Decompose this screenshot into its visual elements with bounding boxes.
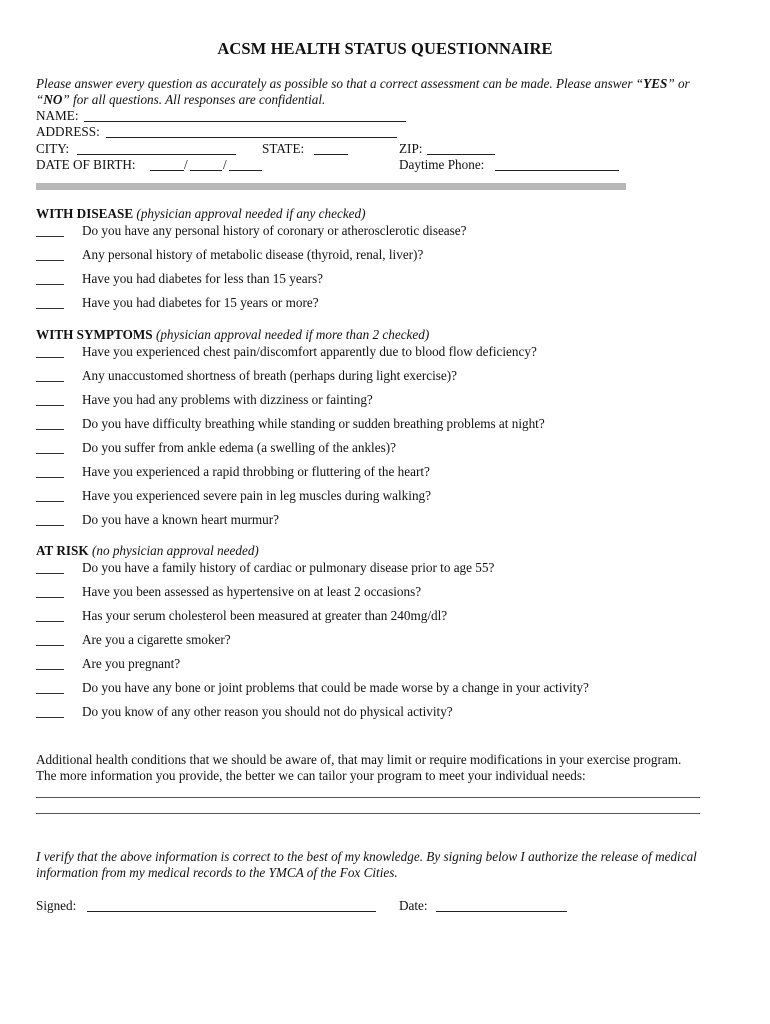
additional-info-line-1[interactable] [36, 797, 700, 798]
verify-text-1: I verify that the above information is correct to the best of my knowledge. By signing below I authorize the release of medical [36, 849, 697, 864]
question-text: Do you have difficulty breathing while standing or sudden breathing problems at night? [82, 416, 545, 431]
question-text: Are you pregnant? [82, 656, 181, 671]
question-text: Are you a cigarette smoker? [82, 632, 231, 647]
question-text: Do you know of any other reason you should not do physical activity? [82, 704, 453, 719]
answer-blank[interactable] [36, 693, 64, 694]
phone-field[interactable] [495, 170, 619, 171]
verify-text-2: information from my medical records to the YMCA of the Fox Cities. [36, 865, 398, 880]
intro-line-1 [36, 76, 690, 92]
intro-text-d: ” for all questions. All responses are confidential. [62, 92, 326, 107]
answer-blank[interactable] [36, 405, 64, 406]
question-text: Have you had diabetes for 15 years or more? [82, 295, 319, 310]
signed-label: Signed: [36, 898, 77, 913]
section-divider [36, 183, 626, 190]
state-label: STATE: [262, 141, 305, 156]
section-title: WITH SYMPTOMS [36, 327, 153, 342]
additional-text-1: Additional health conditions that we should be aware of, that may limit or require modifications in your exercise program. [36, 752, 682, 767]
question-text: Have you had any problems with dizziness or fainting? [82, 392, 373, 407]
answer-blank[interactable] [36, 308, 64, 309]
question-text: Have you had diabetes for less than 15 years? [82, 271, 323, 286]
name-field[interactable] [84, 121, 406, 122]
signature-field[interactable] [87, 911, 376, 912]
date-label: Date: [399, 898, 428, 913]
section-heading-symptoms [36, 327, 429, 343]
question-text: Do you suffer from ankle edema (a swelling of the ankles)? [82, 440, 396, 455]
dob-separator-1: / [184, 157, 188, 172]
date-field[interactable] [436, 911, 567, 912]
dob-label: DATE OF BIRTH: [36, 157, 136, 172]
answer-blank[interactable] [36, 573, 64, 574]
answer-blank[interactable] [36, 501, 64, 502]
question-text: Have you experienced severe pain in leg muscles during walking? [82, 488, 431, 503]
question-text: Any unaccustomed shortness of breath (perhaps during light exercise)? [82, 368, 457, 383]
question-text: Have you experienced chest pain/discomfort apparently due to blood flow deficiency? [82, 344, 537, 359]
additional-info-line-2[interactable] [36, 813, 700, 814]
question-text: Do you have a family history of cardiac or pulmonary disease prior to age 55? [82, 560, 495, 575]
question-text: Do you have any personal history of coronary or atherosclerotic disease? [82, 223, 467, 238]
intro-text-a: Please answer every question as accurately as possible so that a correct assessment can be made. Please answer “ [36, 76, 644, 91]
answer-blank[interactable] [36, 645, 64, 646]
dob-day-field[interactable] [190, 170, 222, 171]
section-heading-at-risk [36, 543, 259, 559]
section-note: (physician approval needed if more than 2 checked) [155, 327, 430, 342]
answer-blank[interactable] [36, 236, 64, 237]
answer-blank[interactable] [36, 284, 64, 285]
dob-separator-2: / [223, 157, 227, 172]
section-title: AT RISK [36, 543, 89, 558]
answer-blank[interactable] [36, 260, 64, 261]
answer-blank[interactable] [36, 477, 64, 478]
dob-month-field[interactable] [150, 170, 184, 171]
state-field[interactable] [314, 154, 348, 155]
answer-blank[interactable] [36, 669, 64, 670]
answer-blank[interactable] [36, 381, 64, 382]
address-field[interactable] [106, 137, 397, 138]
additional-text-2: The more information you provide, the better we can tailor your program to meet your individual needs: [36, 768, 586, 783]
zip-field[interactable] [427, 154, 495, 155]
intro-line-2 [36, 92, 325, 108]
intro-text-b: ” or [667, 76, 690, 91]
question-text: Do you have any bone or joint problems that could be made worse by a change in your activity? [82, 680, 589, 695]
page-title: ACSM HEALTH STATUS QUESTIONNAIRE [217, 39, 553, 58]
answer-blank[interactable] [36, 357, 64, 358]
section-title: WITH DISEASE [36, 206, 134, 221]
section-heading-disease [36, 206, 366, 222]
answer-blank[interactable] [36, 597, 64, 598]
section-note: (physician approval needed if any checked) [136, 206, 366, 221]
answer-blank[interactable] [36, 717, 64, 718]
phone-label: Daytime Phone: [399, 157, 485, 172]
dob-year-field[interactable] [229, 170, 262, 171]
question-text: Do you have a known heart murmur? [82, 512, 280, 527]
address-label: ADDRESS: [36, 124, 100, 139]
answer-blank[interactable] [36, 429, 64, 430]
answer-blank[interactable] [36, 453, 64, 454]
intro-yes: YES [643, 76, 668, 91]
city-label: CITY: [36, 141, 70, 156]
answer-blank[interactable] [36, 621, 64, 622]
section-note: (no physician approval needed) [91, 543, 259, 558]
question-text: Have you experienced a rapid throbbing or fluttering of the heart? [82, 464, 430, 479]
question-text: Have you been assessed as hypertensive on at least 2 occasions? [82, 584, 422, 599]
intro-text-c: “ [36, 92, 44, 107]
question-text: Has your serum cholesterol been measured at greater than 240mg/dl? [82, 608, 448, 623]
answer-blank[interactable] [36, 525, 64, 526]
city-field[interactable] [77, 154, 236, 155]
zip-label: ZIP: [399, 141, 423, 156]
intro-no: NO [43, 92, 63, 107]
name-label: NAME: [36, 108, 79, 123]
question-text: Any personal history of metabolic disease (thyroid, renal, liver)? [82, 247, 424, 262]
